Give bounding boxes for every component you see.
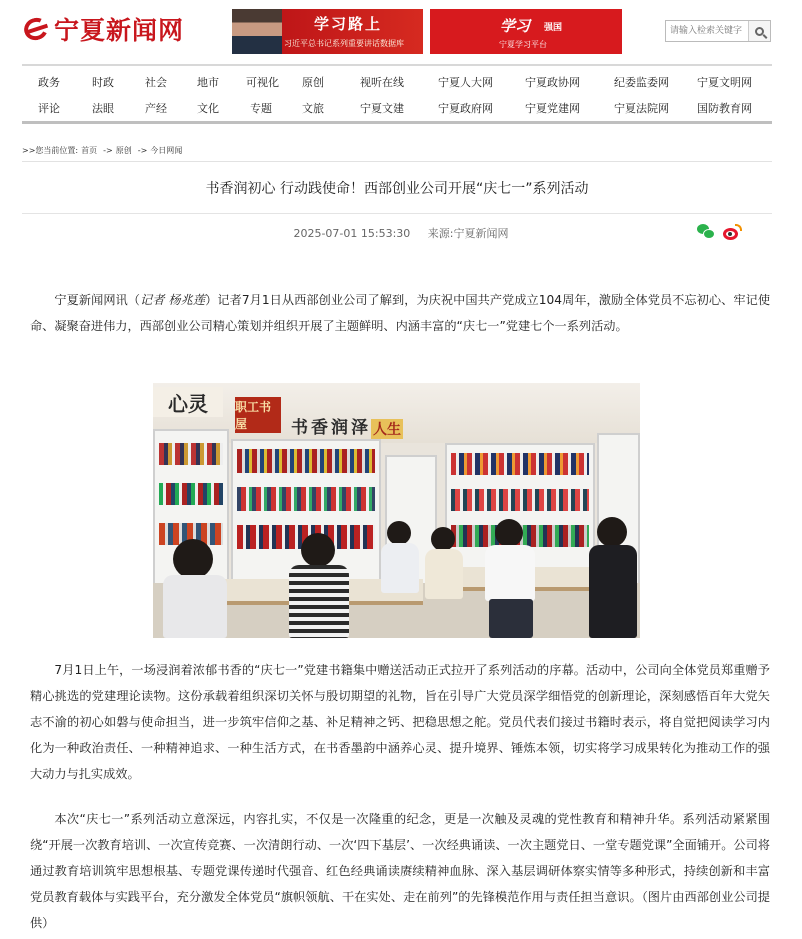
site-logo[interactable] bbox=[22, 12, 184, 46]
nav-item[interactable]: 专题 bbox=[250, 102, 272, 115]
nav-item[interactable]: 纪委监委网 bbox=[614, 76, 669, 89]
article-title: 书香润初心 行动践使命！西部创业公司开展“庆七一”系列活动 bbox=[205, 181, 589, 197]
title-divider bbox=[22, 213, 772, 214]
article-paragraph-2: 7月1日上午，一场浸润着浓郁书香的“庆七一”党建书籍集中赠送活动正式拉开了系列活动的序幕。活动中，公司向全体党员郑重赠予精心挑选的党建理论读物。这份承载着组织深切关怀与殷切期望的礼物，旨在引导广大党员深学细悟党的创新理论，深刻感悟百年大党矢志不渝的初心如磐与使命担当，进一步筑牢信仰之基、补足精神之钙、把稳思想之舵。党员代表们接过书籍时表示，将自觉把阅读学习内化为一种政治责任、一种精神追求、一种生活方式，在书香墨韵中涵养心灵、提升境界、锤炼本领，切实将学习成果转化为推动工作的强大动力与扎实成效。 bbox=[30, 663, 770, 781]
nav-row-2 bbox=[22, 96, 772, 122]
nav-item[interactable]: 宁夏政协网 bbox=[525, 76, 580, 89]
nav-item[interactable]: 国防教育网 bbox=[697, 102, 752, 115]
banner-xuexi-lushang[interactable] bbox=[232, 9, 423, 54]
search-icon bbox=[755, 27, 764, 36]
search-box bbox=[665, 20, 771, 42]
photo-person bbox=[583, 513, 640, 638]
nav-item[interactable]: 产经 bbox=[145, 102, 167, 115]
logo-mark-icon bbox=[22, 14, 52, 44]
search-button[interactable] bbox=[748, 21, 770, 41]
breadcrumb-item-original[interactable]: 原创 bbox=[115, 146, 132, 155]
article-datetime: 2025-07-01 15:53:30 bbox=[293, 227, 411, 240]
photo-person bbox=[271, 523, 366, 638]
nav-item[interactable]: 文化 bbox=[197, 102, 219, 115]
banner-xuexi-qiangguo[interactable] bbox=[430, 9, 622, 54]
search-input[interactable] bbox=[666, 21, 748, 41]
p1-reporter: 记者 杨兆莲 bbox=[140, 293, 206, 307]
nav-item[interactable]: 宁夏党建网 bbox=[525, 102, 580, 115]
nav-item[interactable]: 宁夏文明网 bbox=[697, 76, 752, 89]
breadcrumb-separator: -> bbox=[137, 146, 148, 155]
article-photo bbox=[153, 383, 640, 638]
wechat-icon[interactable] bbox=[697, 224, 715, 240]
nav-item[interactable]: 评论 bbox=[38, 102, 60, 115]
photo-person bbox=[419, 523, 469, 603]
photo-calligraphy: 书香润泽 bbox=[291, 418, 371, 438]
main-nav bbox=[22, 64, 772, 124]
nav-item[interactable]: 文旅 bbox=[302, 102, 324, 115]
breadcrumb-separator: -> bbox=[103, 146, 113, 155]
banner-qiangguo-title: 学习 bbox=[500, 17, 531, 35]
banner-xuexi-subtitle: 习近平总书记系列重要讲话数据库 bbox=[284, 39, 404, 48]
article-meta bbox=[0, 225, 802, 241]
p1-body: ）记者7月1日从西部创业公司了解到，为庆祝中国共产党成立104周年，激励全体党员不忘初心、牢记使命、凝聚奋进伟力，西部创业公司精心策划并组织开展了主题鲜明、内涵丰富的“庆七一”党建七个一系列活动。 bbox=[30, 293, 771, 333]
photo-person bbox=[475, 513, 545, 638]
nav-item[interactable]: 视听在线 bbox=[360, 76, 404, 89]
nav-item[interactable]: 法眼 bbox=[92, 102, 114, 115]
nav-item[interactable]: 宁夏政府网 bbox=[438, 102, 493, 115]
photo-person bbox=[375, 517, 425, 597]
photo-person bbox=[153, 533, 233, 638]
photo-plaque: 职工书屋 bbox=[235, 397, 281, 433]
nav-item[interactable]: 时政 bbox=[92, 76, 114, 89]
banner-qiangguo-subtitle: 宁夏学习平台 bbox=[499, 40, 547, 49]
banner-xuexi-title: 学习路上 bbox=[314, 15, 383, 33]
banner-portrait bbox=[232, 9, 282, 54]
breadcrumb bbox=[22, 140, 772, 162]
nav-item[interactable]: 原创 bbox=[302, 76, 324, 89]
logo-text: 宁夏新闻网 bbox=[54, 16, 185, 45]
nav-row-1 bbox=[22, 70, 772, 96]
breadcrumb-prefix: >>您当前位置: bbox=[22, 146, 79, 155]
article-paragraph-1 bbox=[30, 287, 770, 339]
nav-item[interactable]: 政务 bbox=[38, 76, 60, 89]
breadcrumb-item-today[interactable]: 今日网闻 bbox=[150, 146, 183, 155]
banner-qiangguo-title-suffix: 强国 bbox=[544, 23, 563, 33]
nav-item[interactable]: 地市 bbox=[197, 76, 219, 89]
photo-sign-left: 心灵 bbox=[153, 387, 223, 417]
nav-item[interactable]: 宁夏法院网 bbox=[614, 102, 669, 115]
article-source: 来源:宁夏新闻网 bbox=[427, 227, 509, 240]
breadcrumb-item-home[interactable]: 首页 bbox=[81, 146, 98, 155]
nav-item[interactable]: 宁夏文建 bbox=[360, 102, 404, 115]
nav-item[interactable]: 宁夏人大网 bbox=[438, 76, 493, 89]
weibo-icon[interactable] bbox=[723, 224, 742, 241]
article-paragraph-3: 本次“庆七一”系列活动立意深远，内容扎实，不仅是一次隆重的纪念，更是一次触及灵魂的党性教育和精神升华。系列活动紧紧围绕“开展一次教育培训、一次宣传竞赛、一次清朗行动、一次‘四下基层’、一次经典诵读、一次主题党日、一堂专题党课”全面铺开。公司将通过教育培训筑牢思想根基、专题党课传递时代强音、红色经典诵读赓续精神血脉、深入基层调研体察实情等多种形式，持续创新和丰富党员教育载体与实践平台，充分激发全体党员“旗帜领航、干在实处、走在前列”的先锋模范作用与责任担当意识。（图片由西部创业公司提供） bbox=[30, 812, 770, 930]
nav-item[interactable]: 可视化 bbox=[246, 76, 279, 89]
nav-item[interactable]: 社会 bbox=[145, 76, 167, 89]
site-header bbox=[0, 0, 802, 62]
p1-lead: 宁夏新闻网讯（ bbox=[54, 293, 141, 307]
photo-calligraphy-red: 人生 bbox=[371, 419, 403, 439]
